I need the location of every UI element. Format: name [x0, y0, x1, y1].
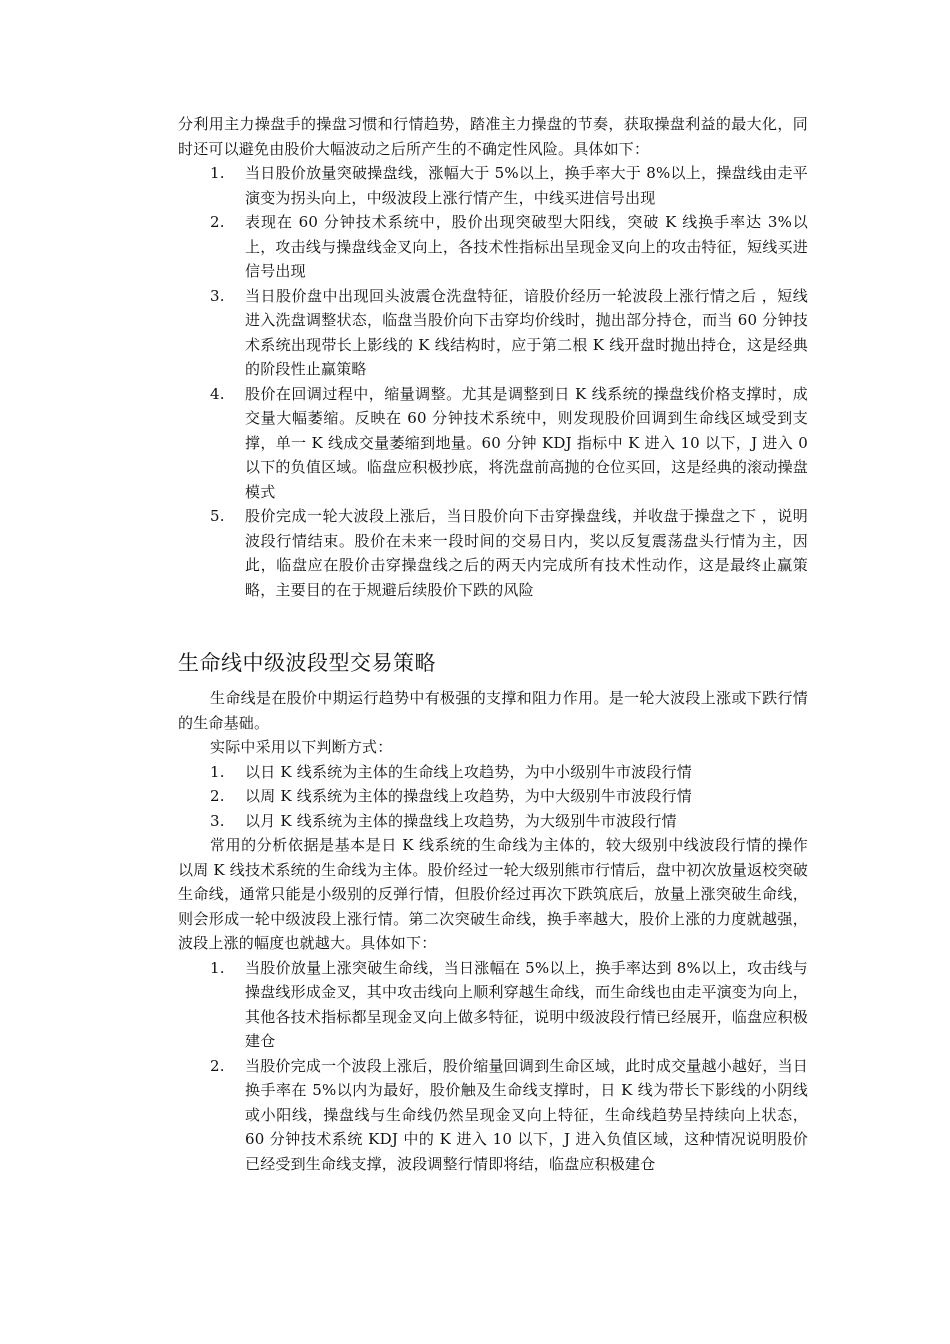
list-text: 当日股价盘中出现回头波震仓洗盘特征，谙股价经历一轮波段上涨行情之后 ，短线进入洗盘调整状态，临盘当股价向下击穿均价线时，抛出部分持仓，而当 60 分钟技术系统出现带长上影线的 K 线结构时，应于第二根 K 线开盘时抛出持仓，这是经典的阶段性止赢策略: [245, 286, 808, 378]
list-item: [178, 161, 808, 210]
list-text: 以月 K 线系统为主体的操盘线上攻趋势，为大级别牛市波段行情: [245, 811, 677, 830]
list-number: 3.: [210, 286, 225, 305]
list-number: 5.: [210, 507, 225, 525]
list-number: 4.: [210, 384, 225, 403]
strategy-list: [178, 161, 808, 602]
list-number: 2.: [210, 213, 225, 231]
list-text: 股价完成一轮大波段上涨后，当日股价向下击穿操盘线，并收盘于操盘之下 ，说明波段行情结束。股价在未来一段时间的交易日内，奖以反复震荡盘头行情为主，因此，临盘应在股价击穿操盘线之后的两天内完成所有技术性动作，这是最终止赢策略，主要目的在于规避后续股价下跌的风险: [245, 507, 808, 599]
list-text: 当日股价放量突破操盘线，涨幅大于 5%以上，换手率大于 8%以上，操盘线由走平演变为拐头向上，中级波段上涨行情产生，中线买进信号出现: [245, 164, 808, 207]
list-text: 以周 K 线系统为主体的操盘线上攻趋势，为中大级别牛市波段行情: [245, 787, 692, 805]
list-text: 表现在 60 分钟技术系统中，股价出现突破型大阳线，突破 K 线换手率达 3%以上，攻击线与操盘线金叉向上，各技术性指标出呈现金叉向上的攻击特征，短线买进信号出现: [245, 213, 808, 280]
list-item: [178, 504, 808, 602]
list-item: [178, 210, 808, 284]
intro-paragraph: 分利用主力操盘手的操盘习惯和行情趋势，踏准主力操盘的节奏，获取操盘利益的最大化，同时还可以避免由股价大幅波动之后所产生的不确定性风险。具体如下：: [178, 115, 808, 158]
list-item: [178, 1054, 808, 1177]
list-item: [178, 284, 808, 382]
judgement-list: [178, 760, 808, 834]
document-page: [178, 112, 808, 1176]
list-text: 股价在回调过程中，缩量调整。尤其是调整到日 K 线系统的操盘线价格支撑时，成交量大幅萎缩。反映在 60 分钟技术系统中，则发现股价回调到生命线区域受到支撑，单一 K 线成交量萎缩到地量。60 分钟 KDJ 指标中 K 进入 10 以下，J 进入 0 以下的负值区域。临盘应积极抄底，将洗盘前高抛的仓位买回，这是经典的滚动操盘模式: [245, 384, 808, 501]
section-paragraph: 生命线是在股价中期运行趋势中有极强的支撑和阻力作用。是一轮大波段上涨或下跌行情的生命基础。: [178, 689, 808, 732]
list-number: 2.: [210, 1056, 225, 1075]
list-item: [178, 760, 808, 785]
list-item: [178, 809, 808, 834]
list-text: 以日 K 线系统为主体的生命线上攻趋势，为中小级别牛市波段行情: [245, 762, 692, 781]
list-number: 1.: [210, 164, 225, 182]
list-number: 2.: [210, 787, 225, 805]
list-item: [178, 956, 808, 1054]
list-text: 当股价完成一个波段上涨后，股价缩量回调到生命区域，此时成交量越小越好，当日换手率在 5%以内为最好，股价触及生命线支撑时，日 K 线为带长下影线的小阴线或小阳线，操盘线与生命线仍然呈现金叉向上特征，生命线趋势呈持续向上状态，60 分钟技术系统 KDJ 中的 K 进入 10 以下，J 进入负值区域，这种情况说明股价已经受到生命线支撑，波段调整行情即将结，临盘应积极建仓: [245, 1056, 808, 1173]
list-number: 1.: [210, 958, 225, 977]
analysis-paragraph: 常用的分析依据是基本是日 K 线系统的生命线为主体的，较大级别中线波段行情的操作以周 K 线技术系统的生命线为主体。股价经过一轮大级别熊市行情后，盘中初次放量返校突破生命线，通常只能是小级别的反弹行情，但股价经过再次下跌筑底后，放量上涨突破生命线，则会形成一轮中级波段上涨行情。第二次突破生命线，换手率越大，股价上涨的力度就越强，波段上涨的幅度也就越大。具体如下：: [178, 836, 808, 952]
section-paragraph: 实际中采用以下判断方式：: [210, 738, 393, 756]
list-text: 当股价放量上涨突破生命线，当日涨幅在 5%以上，换手率达到 8%以上，攻击线与操盘线形成金叉，其中攻击线向上顺利穿越生命线，而生命线也由走平演变为向上，其他各技术指标都呈现金叉向上做多特征，说明中级波段行情已经展开，临盘应积极建仓: [245, 958, 808, 1050]
section-title: 生命线中级波段型交易策略: [178, 651, 436, 675]
list-item: [178, 784, 808, 809]
list-item: [178, 382, 808, 505]
section-spacer: [178, 602, 808, 646]
list-number: 1.: [210, 762, 225, 781]
lifeline-list: [178, 956, 808, 1177]
list-number: 3.: [210, 811, 225, 830]
